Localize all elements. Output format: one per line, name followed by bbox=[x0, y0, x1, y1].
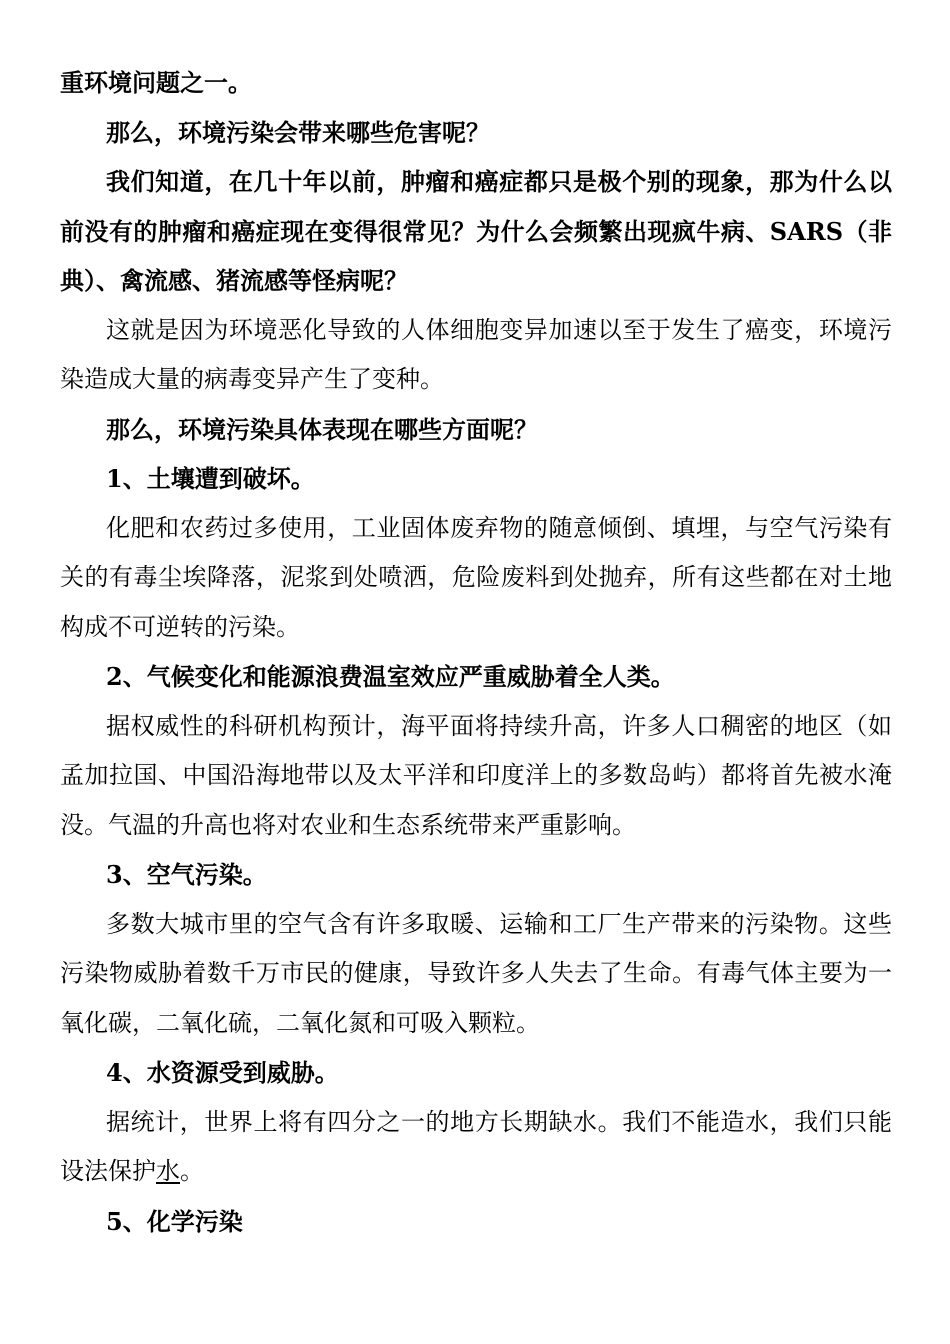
paragraph-water-end: 。 bbox=[180, 1157, 204, 1185]
paragraph-climate: 据权威性的科研机构预计，海平面将持续升高，许多人口稠密的地区（如孟加拉国、中国沿海地带以及太平洋和印度洋上的多数岛屿）都将首先被水淹没。气温的升高也将对农业和生态系统带来严重影响。 bbox=[60, 711, 892, 839]
heading-air: 3、空气污染。 bbox=[106, 860, 267, 889]
underlined-word: 水 bbox=[156, 1157, 180, 1185]
question-aspects: 那么，环境污染具体表现在哪些方面呢？ bbox=[106, 414, 538, 444]
paragraph-water-text: 据统计，世界上将有四分之一的地方长期缺水。我们不能造水，我们只能设法保护 bbox=[60, 1107, 892, 1185]
paragraph-air: 多数大城市里的空气含有许多取暖、运输和工厂生产带来的污染物。这些污染物威胁着数千万市民的健康，导致许多人失去了生命。有毒气体主要为一氧化碳，二氧化硫，二氧化氮和可吸入颗粒。 bbox=[60, 909, 892, 1037]
paragraph-cause: 这就是因为环境恶化导致的人体细胞变异加速以至于发生了癌变，环境污染造成大量的病毒变异产生了变种。 bbox=[60, 315, 892, 393]
heading-water: 4、水资源受到威胁。 bbox=[106, 1058, 339, 1087]
paragraph-water bbox=[60, 1098, 892, 1197]
paragraph-continuation: 重环境问题之一。 bbox=[60, 68, 252, 97]
document-page bbox=[60, 58, 892, 1246]
paragraph-diseases: 我们知道，在几十年以前，肿瘤和癌症都只是极个别的现象，那为什么以前没有的肿瘤和癌症现在变得很常见？为什么会频繁出现疯牛病、SARS（非典）、禽流感、猪流感等怪病呢？ bbox=[60, 167, 892, 295]
heading-soil: 1、土壤遭到破坏。 bbox=[106, 464, 315, 493]
heading-climate: 2、气候变化和能源浪费温室效应严重威胁着全人类。 bbox=[106, 662, 675, 691]
paragraph-soil: 化肥和农药过多使用，工业固体废弃物的随意倾倒、填埋，与空气污染有关的有毒尘埃降落，泥浆到处喷洒，危险废料到处抛弃，所有这些都在对土地构成不可逆转的污染。 bbox=[60, 513, 892, 641]
heading-chemical: 5、化学污染 bbox=[106, 1206, 243, 1236]
question-harms: 那么，环境污染会带来哪些危害呢？ bbox=[106, 117, 490, 147]
